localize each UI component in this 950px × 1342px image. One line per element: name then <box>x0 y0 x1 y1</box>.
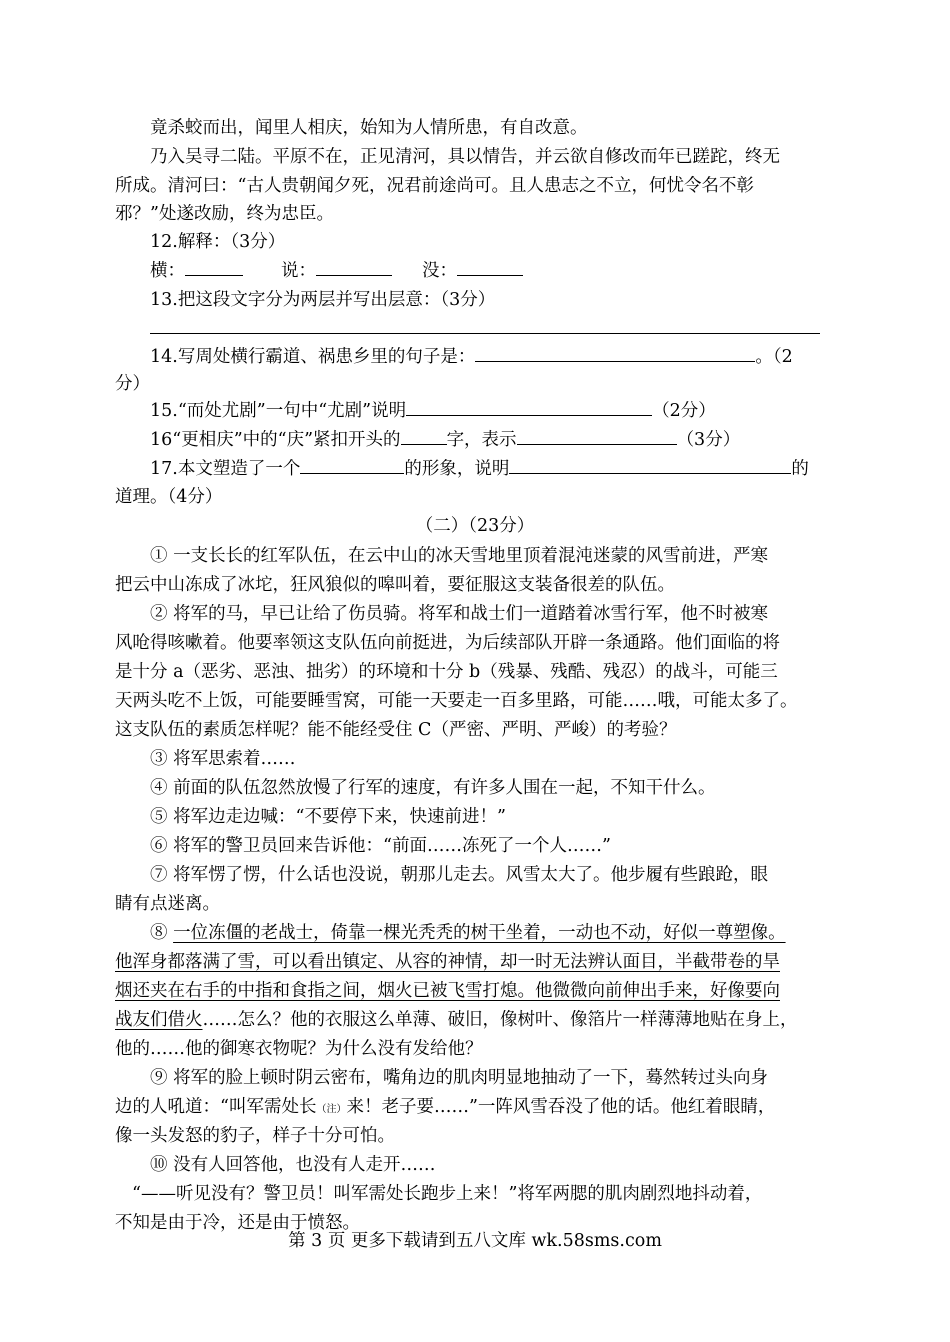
story-line: 风呛得咳嗽着。他要率领这支队伍向前挺进，为后续部队开辟一条通路。他们面临的将 <box>115 633 780 653</box>
story-line: 这支队伍的素质怎样呢？能不能经受住 C（严密、严明、严峻）的考验？ <box>115 720 677 740</box>
q15-text: 15.“而处尤剧”一句中“尤剧”说明 <box>150 401 407 421</box>
story-line: 天两头吃不上饭，可能要睡雪窝，可能一天要走一百多里路，可能……哦，可能太多了。 <box>115 691 798 711</box>
story-line: ① 一支长长的红军队伍，在云中山的冰天雪地里顶着混沌迷蒙的风雪前进，严寒 <box>150 546 769 566</box>
story-line: ③ 将军思索着…… <box>150 749 296 769</box>
passage-line: 邪？”处遂改励，终为忠臣。 <box>115 204 334 224</box>
story-line: 把云中山冻成了冰坨，狂风狼似的嗥叫着，要征服这支装备很差的队伍。 <box>115 575 675 595</box>
question-15 <box>150 397 885 426</box>
question-14-cont: 分） <box>115 374 150 394</box>
p8-continuation: ……怎么？他的衣服这么单薄、破旧，像树叶、像箔片一样薄薄地贴在身上， <box>202 1010 798 1030</box>
story-line <box>115 1093 850 1124</box>
q16-blank-2[interactable] <box>517 426 677 445</box>
story-line: 睛有点迷离。 <box>115 894 220 914</box>
story-line <box>115 1006 850 1035</box>
q12-shuo-blank[interactable] <box>316 257 392 276</box>
question-12-blanks <box>150 257 885 286</box>
q14-text: 14.写周处横行霸道、祸患乡里的句子是： <box>150 347 476 367</box>
p9-text-b: 来！老子要……”一阵风雪吞没了他的话。他红着眼睛， <box>346 1097 776 1117</box>
story-line: ⑤ 将军边走边喊：“不要停下来，快速前进！” <box>150 807 506 827</box>
question-12: 12.解释：（3分） <box>150 232 286 252</box>
passage-line: 乃入吴寻二陆。平原不在，正见清河，具以情告，并云欲自修改而年已蹉跎，终无 <box>150 147 780 167</box>
q16-text-a: 16“更相庆”中的“庆”紧扣开头的 <box>150 430 401 450</box>
story-line: 是十分 a（恶劣、恶浊、拙劣）的环境和十分 b（残暴、残酷、残忍）的战斗，可能三 <box>115 662 778 682</box>
section-heading: （二）（23分） <box>415 516 535 536</box>
story-line: ⑥ 将军的警卫员回来告诉他：“前面……冻死了一个人……” <box>150 836 611 856</box>
q12-heng-label: 横： <box>150 261 185 281</box>
story-line: 他的……他的御寒衣物呢？为什么没有发给他？ <box>115 1039 483 1059</box>
p9-text-a: 边的人吼道：“叫军需处长 <box>115 1097 317 1117</box>
q17-blank-2[interactable] <box>509 455 791 474</box>
q12-mei-label: 没： <box>422 261 457 281</box>
story-line: ⑩ 没有人回答他，也没有人走开…… <box>150 1155 436 1175</box>
p8-number: ⑧ <box>150 923 174 943</box>
story-line-underlined <box>150 919 885 948</box>
q16-end: （3分） <box>676 430 741 450</box>
q17-text-b: 的形象，说明 <box>404 459 510 479</box>
underlined-text: 一位冻僵的老战士，倚靠一棵光秃秃的树干坐着，一动也不动，好似一尊塑像。 <box>173 923 786 943</box>
q17-blank-1[interactable] <box>300 455 404 474</box>
story-line-underlined <box>115 977 850 1006</box>
story-line: ④ 前面的队伍忽然放慢了行军的速度，有许多人围在一起，不知干什么。 <box>150 778 716 798</box>
story-line: ⑨ 将军的脸上顿时阴云密布，嘴角边的肌肉明显地抽动了一下，蓦然转过头向身 <box>150 1068 769 1088</box>
passage-line: 所成。清河曰：“古人贵朝闻夕死，况君前途尚可。且人患志之不立，何忧令名不彰 <box>115 176 754 196</box>
q13-answer-line[interactable] <box>150 333 820 334</box>
q14-blank[interactable] <box>475 343 755 362</box>
story-line: 像一头发怒的豹子，样子十分可怕。 <box>115 1126 395 1146</box>
q16-blank-1[interactable] <box>401 426 447 445</box>
question-16 <box>150 426 885 455</box>
q17-text-c: 的 <box>791 459 809 479</box>
underlined-text: 战友们借火 <box>115 1010 203 1030</box>
question-17-cont: 道理。（4分） <box>115 487 223 507</box>
story-line: 不知是由于冷，还是由于愤怒。 <box>115 1213 360 1233</box>
underlined-text: 他浑身都落满了雪，可以看出镇定、从容的神情，却一时无法辨认面目，半截带卷的旱 <box>115 952 780 972</box>
footnote-marker: （注） <box>316 1104 347 1115</box>
question-13: 13.把这段文字分为两层并写出层意：（3分） <box>150 290 496 310</box>
q12-shuo-label: 说： <box>281 261 316 281</box>
underlined-text: 烟还夹在右手的中指和食指之间，烟火已被飞雪打熄。他微微向前伸出手来，好像要向 <box>115 981 780 1001</box>
q14-end: 。（2 <box>755 347 793 367</box>
passage-line: 竟杀蛟而出，闻里人相庆，始知为人情所患，有自改意。 <box>150 118 588 138</box>
page-footer: 第 3 页 更多下载请到五八文库 wk.58sms.com <box>288 1231 662 1251</box>
story-line: ② 将军的马，早已让给了伤员骑。将军和战士们一道踏着冰雪行军，他不时被寒 <box>150 604 769 624</box>
q12-mei-blank[interactable] <box>457 257 523 276</box>
story-line: ⑦ 将军愣了愣，什么话也没说，朝那儿走去。风雪太大了。他步履有些踉跄，眼 <box>150 865 769 885</box>
question-14 <box>150 343 885 372</box>
q16-text-b: 字，表示 <box>446 430 517 450</box>
story-line-underlined <box>115 948 850 977</box>
story-line: “——听见没有？警卫员！叫军需处长跑步上来！”将军两腮的肌肉剧烈地抖动着， <box>132 1184 763 1204</box>
question-17 <box>150 455 885 484</box>
q17-text-a: 17.本文塑造了一个 <box>150 459 301 479</box>
q12-heng-blank[interactable] <box>185 257 243 276</box>
q15-blank[interactable] <box>406 397 652 416</box>
q15-end: （2分） <box>652 401 716 421</box>
